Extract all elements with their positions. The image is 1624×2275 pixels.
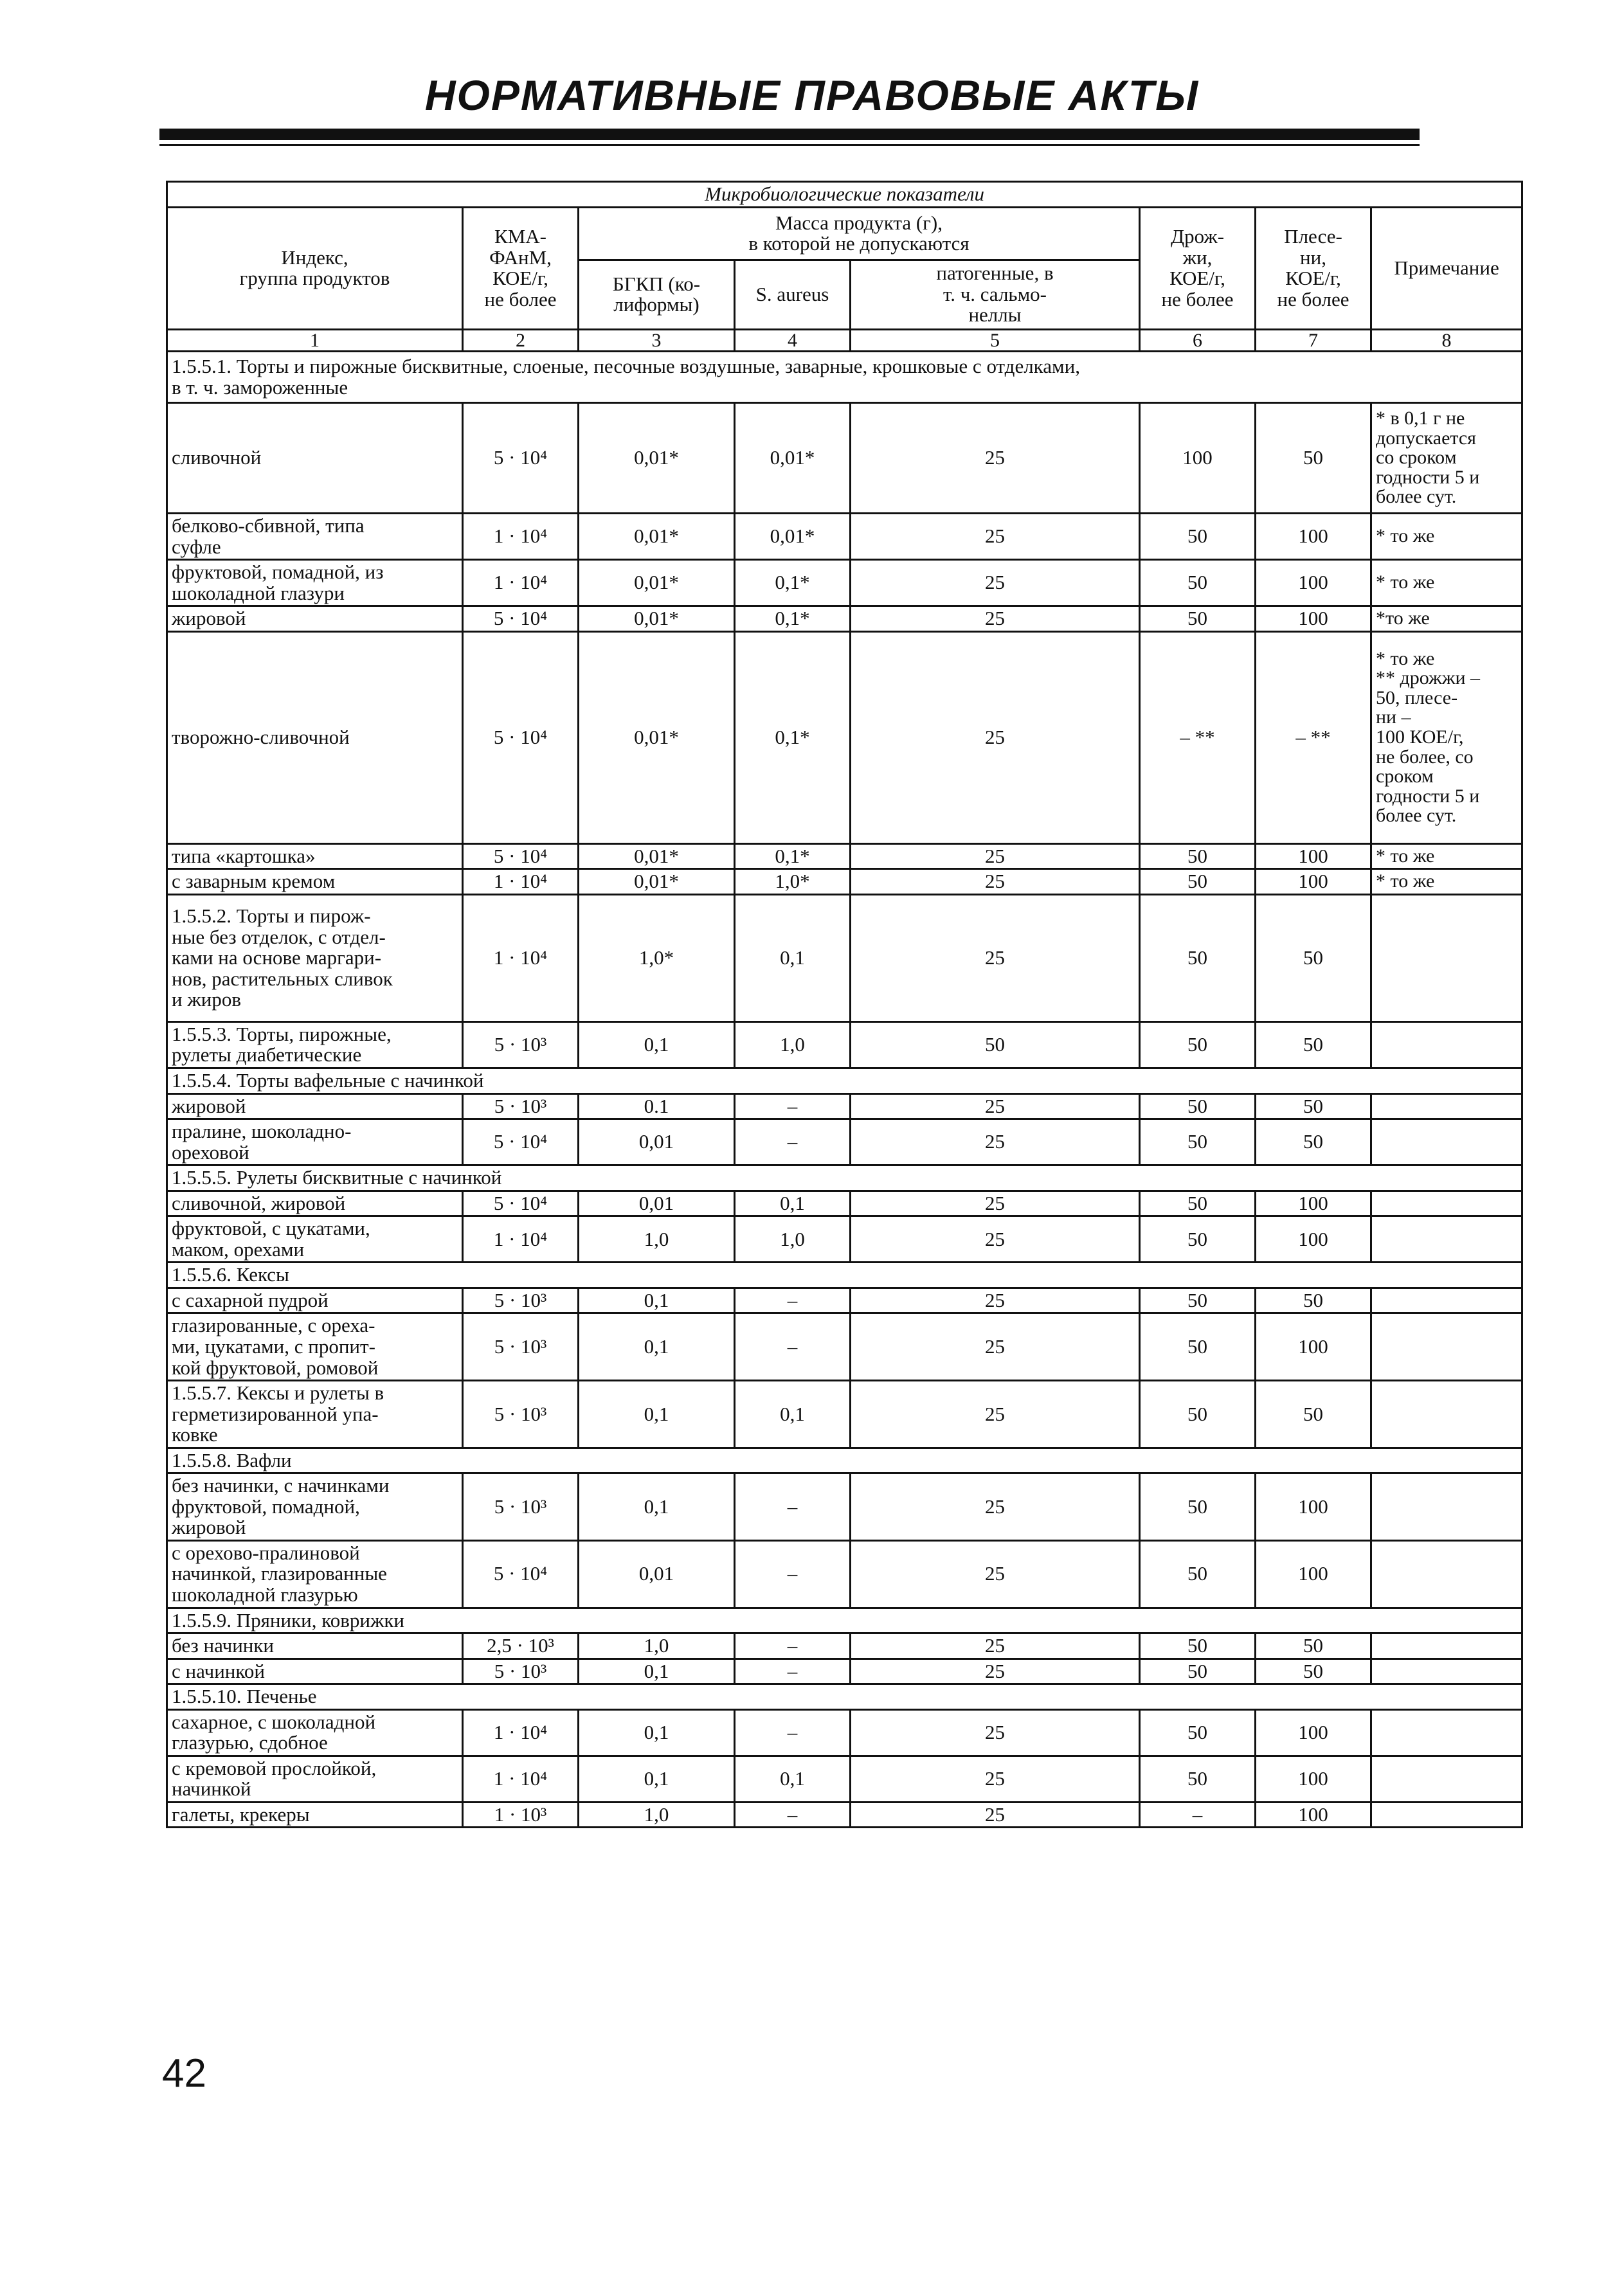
table-row [167,403,1522,514]
cell-pathogens: 25 [851,843,1140,869]
cell-yeast: 50 [1140,1540,1256,1608]
cell-yeast: 50 [1140,1093,1256,1119]
cell-yeast: 50 [1140,1473,1256,1541]
row-name: глазированные, с ореха- ми, цукатами, с пропит- кой фруктовой, ромовой [167,1313,463,1381]
table-row [167,1191,1522,1216]
cell-mold: 100 [1256,560,1371,606]
cell-note [1371,1119,1522,1165]
cell-note: * то же [1371,869,1522,895]
column-number: 7 [1256,329,1371,352]
cell-mold: 50 [1256,894,1371,1021]
cell-yeast: 50 [1140,1021,1256,1068]
cell-bgkp: 0,1 [579,1288,735,1313]
cell-yeast: 50 [1140,869,1256,895]
section-row [167,1448,1522,1473]
column-number: 3 [579,329,735,352]
section-title: 1.5.5.5. Рулеты бисквитные с начинкой [167,1165,1522,1191]
table-row [167,1633,1522,1659]
cell-note: * то же [1371,514,1522,560]
row-name: жировой [167,606,463,632]
cell-kma: 1 · 10⁴ [463,1756,579,1802]
cell-mold: 100 [1256,606,1371,632]
cell-saureus: 0,1 [735,1191,851,1216]
cell-saureus: 0,1 [735,1756,851,1802]
cell-bgkp: 0,01 [579,1119,735,1165]
cell-saureus: – [735,1802,851,1828]
cell-pathogens: 25 [851,1288,1140,1313]
micro-indicators-header: Микробиологические показатели [167,182,1522,208]
cell-pathogens: 25 [851,1473,1140,1541]
cell-saureus: 0,1* [735,631,851,843]
cell-note: * то же [1371,560,1522,606]
cell-note [1371,1473,1522,1541]
table-row [167,560,1522,606]
cell-bgkp: 0,01* [579,560,735,606]
page-header-title: НОРМАТИВНЫЕ ПРАВОВЫЕ АКТЫ [424,71,1200,119]
cell-yeast: 100 [1140,403,1256,514]
cell-note [1371,1381,1522,1448]
cell-kma: 1 · 10⁴ [463,514,579,560]
cell-pathogens: 25 [851,1191,1140,1216]
column-numbers-row [167,329,1522,352]
section-row [167,1263,1522,1288]
cell-pathogens: 25 [851,514,1140,560]
cell-mold: 100 [1256,1802,1371,1828]
cell-kma: 5 · 10³ [463,1021,579,1068]
cell-mold: 100 [1256,1473,1371,1541]
column-number: 6 [1140,329,1256,352]
cell-bgkp: 0,01* [579,403,735,514]
cell-kma: 5 · 10⁴ [463,1119,579,1165]
column-number: 2 [463,329,579,352]
cell-note [1371,1802,1522,1828]
cell-bgkp: 0,01 [579,1540,735,1608]
header-bgkp: БГКП (ко- лиформы) [579,260,735,329]
cell-bgkp: 0,01* [579,631,735,843]
cell-saureus: 0,1* [735,606,851,632]
section-row [167,352,1522,403]
cell-yeast: 50 [1140,1756,1256,1802]
page-number: 42 [162,2051,206,2096]
table-row [167,1021,1522,1068]
cell-note [1371,1756,1522,1802]
norms-table-wrap [166,181,1499,1828]
table-row [167,1093,1522,1119]
table-row [167,1473,1522,1541]
cell-saureus: – [735,1119,851,1165]
cell-yeast: 50 [1140,514,1256,560]
table-row [167,1659,1522,1684]
cell-bgkp: 0,01 [579,1191,735,1216]
section-title: 1.5.5.6. Кексы [167,1263,1522,1288]
cell-mold: – ** [1256,631,1371,843]
table-row [167,1313,1522,1381]
cell-kma: 5 · 10⁴ [463,403,579,514]
cell-mold: 100 [1256,1756,1371,1802]
cell-yeast: 50 [1140,1381,1256,1448]
cell-saureus: – [735,1288,851,1313]
cell-kma: 5 · 10⁴ [463,843,579,869]
table-row [167,1802,1522,1828]
table-row [167,1119,1522,1165]
table-row [167,894,1522,1021]
cell-saureus: 0,01* [735,403,851,514]
cell-bgkp: 1,0 [579,1216,735,1263]
cell-bgkp: 1,0 [579,1633,735,1659]
cell-pathogens: 25 [851,1540,1140,1608]
cell-kma: 5 · 10³ [463,1313,579,1381]
header-mass: Масса продукта (г), в которой не допускаются [579,207,1140,260]
cell-mold: 50 [1256,1093,1371,1119]
cell-yeast: – ** [1140,631,1256,843]
column-number: 5 [851,329,1140,352]
header-rule-thin [159,144,1420,146]
table-row [167,514,1522,560]
row-name: фруктовой, помадной, из шоколадной глазури [167,560,463,606]
cell-mold: 100 [1256,843,1371,869]
cell-bgkp: 0,1 [579,1381,735,1448]
cell-pathogens: 25 [851,1633,1140,1659]
cell-kma: 1 · 10⁴ [463,1709,579,1756]
cell-yeast: 50 [1140,1191,1256,1216]
cell-saureus: – [735,1473,851,1541]
table-row [167,606,1522,632]
cell-yeast: 50 [1140,1313,1256,1381]
row-name: сливочной [167,403,463,514]
cell-note [1371,1659,1522,1684]
table-row [167,1709,1522,1756]
cell-mold: 50 [1256,1119,1371,1165]
cell-kma: 5 · 10⁴ [463,631,579,843]
cell-kma: 5 · 10³ [463,1093,579,1119]
cell-pathogens: 25 [851,1119,1140,1165]
cell-yeast: 50 [1140,1288,1256,1313]
row-name: творожно-сливочной [167,631,463,843]
cell-pathogens: 25 [851,403,1140,514]
header-saureus: S. aureus [735,260,851,329]
cell-mold: 50 [1256,1021,1371,1068]
table-row [167,1381,1522,1448]
cell-pathogens: 25 [851,606,1140,632]
cell-pathogens: 25 [851,1709,1140,1756]
cell-pathogens: 50 [851,1021,1140,1068]
section-row [167,1684,1522,1710]
cell-saureus: 0,1 [735,1381,851,1448]
header-yeast: Дрож- жи, КОЕ/г, не более [1140,207,1256,329]
row-name: без начинки [167,1633,463,1659]
cell-bgkp: 0,1 [579,1709,735,1756]
cell-mold: 100 [1256,1540,1371,1608]
cell-saureus: 0,1* [735,843,851,869]
cell-yeast: – [1140,1802,1256,1828]
column-number: 1 [167,329,463,352]
cell-bgkp: 0,1 [579,1021,735,1068]
cell-kma: 1 · 10³ [463,1802,579,1828]
row-name: сахарное, с шоколадной глазурью, сдобное [167,1709,463,1756]
table-row [167,1288,1522,1313]
cell-yeast: 50 [1140,1216,1256,1263]
cell-pathogens: 25 [851,894,1140,1021]
cell-bgkp: 0,01* [579,606,735,632]
cell-bgkp: 0,1 [579,1473,735,1541]
cell-kma: 1 · 10⁴ [463,894,579,1021]
cell-pathogens: 25 [851,1381,1140,1448]
cell-note [1371,894,1522,1021]
cell-kma: 5 · 10⁴ [463,1191,579,1216]
cell-pathogens: 25 [851,1802,1140,1828]
section-row [167,1165,1522,1191]
cell-bgkp: 0.1 [579,1093,735,1119]
table-row [167,843,1522,869]
cell-kma: 1 · 10⁴ [463,1216,579,1263]
table-row [167,631,1522,843]
cell-saureus: – [735,1093,851,1119]
header-pathogens: патогенные, в т. ч. сальмо- неллы [851,260,1140,329]
cell-mold: 50 [1256,1288,1371,1313]
section-title: 1.5.5.8. Вафли [167,1448,1522,1473]
row-name: типа «картошка» [167,843,463,869]
section-title: 1.5.5.4. Торты вафельные с начинкой [167,1068,1522,1093]
cell-pathogens: 25 [851,631,1140,843]
cell-bgkp: 0,1 [579,1313,735,1381]
cell-bgkp: 0,01* [579,869,735,895]
row-name: 1.5.5.7. Кексы и рулеты в герметизированной упа- ковке [167,1381,463,1448]
cell-mold: 100 [1256,1191,1371,1216]
cell-kma: 1 · 10⁴ [463,560,579,606]
cell-saureus: – [735,1659,851,1684]
cell-pathogens: 25 [851,1093,1140,1119]
cell-kma: 5 · 10⁴ [463,606,579,632]
cell-note: * то же ** дрожжи – 50, плесе- ни – 100 КОЕ/г, не более, со сроком годности 5 и более сут. [1371,631,1522,843]
cell-pathogens: 25 [851,560,1140,606]
cell-bgkp: 0,1 [579,1756,735,1802]
cell-mold: 50 [1256,403,1371,514]
cell-yeast: 50 [1140,1659,1256,1684]
section-title: 1.5.5.10. Печенье [167,1684,1522,1710]
cell-saureus: – [735,1540,851,1608]
cell-bgkp: 0,1 [579,1659,735,1684]
cell-mold: 100 [1256,1709,1371,1756]
cell-kma: 5 · 10³ [463,1381,579,1448]
cell-saureus: 0,1 [735,894,851,1021]
cell-mold: 100 [1256,514,1371,560]
header-kma: КМА- ФАнМ, КОЕ/г, не более [463,207,579,329]
row-name: с кремовой прослойкой, начинкой [167,1756,463,1802]
cell-mold: 100 [1256,869,1371,895]
header-index: Индекс, группа продуктов [167,207,463,329]
cell-pathogens: 25 [851,1313,1140,1381]
cell-bgkp: 0,01* [579,514,735,560]
section-title: 1.5.5.9. Пряники, коврижки [167,1608,1522,1633]
header-rule [159,129,1420,140]
cell-yeast: 50 [1140,894,1256,1021]
cell-bgkp: 1,0* [579,894,735,1021]
cell-saureus: 1,0* [735,869,851,895]
row-name: фруктовой, с цукатами, маком, орехами [167,1216,463,1263]
table-row [167,1756,1522,1802]
cell-saureus: 0,1* [735,560,851,606]
table-row [167,1216,1522,1263]
cell-bgkp: 0,01* [579,843,735,869]
cell-mold: 100 [1256,1313,1371,1381]
column-number: 8 [1371,329,1522,352]
cell-kma: 1 · 10⁴ [463,869,579,895]
cell-pathogens: 25 [851,1659,1140,1684]
cell-yeast: 50 [1140,1633,1256,1659]
cell-note [1371,1709,1522,1756]
cell-kma: 2,5 · 10³ [463,1633,579,1659]
cell-note [1371,1540,1522,1608]
cell-yeast: 50 [1140,1119,1256,1165]
section-row [167,1068,1522,1093]
cell-yeast: 50 [1140,560,1256,606]
cell-pathogens: 25 [851,869,1140,895]
row-name: жировой [167,1093,463,1119]
cell-yeast: 50 [1140,843,1256,869]
table-body [167,352,1522,1828]
cell-note [1371,1288,1522,1313]
section-row [167,1608,1522,1633]
row-name: пралине, шоколадно- ореховой [167,1119,463,1165]
column-number: 4 [735,329,851,352]
cell-bgkp: 1,0 [579,1802,735,1828]
cell-note [1371,1021,1522,1068]
cell-note [1371,1093,1522,1119]
cell-yeast: 50 [1140,1709,1256,1756]
cell-pathogens: 25 [851,1756,1140,1802]
header-note: Примечание [1371,207,1522,329]
row-name: с начинкой [167,1659,463,1684]
microbiology-table [166,181,1523,1828]
cell-saureus: 1,0 [735,1216,851,1263]
row-name: галеты, крекеры [167,1802,463,1828]
section-title: 1.5.5.1. Торты и пирожные бисквитные, слоеные, песочные воздушные, заварные, крошковые с отделками, в т. ч. замороженные [167,352,1522,403]
cell-kma: 5 · 10³ [463,1659,579,1684]
row-name: с сахарной пудрой [167,1288,463,1313]
cell-pathogens: 25 [851,1216,1140,1263]
row-name: с орехово-пралиновой начинкой, глазированные шоколадной глазурью [167,1540,463,1608]
cell-note: * в 0,1 г не допускается со сроком годности 5 и более сут. [1371,403,1522,514]
cell-note [1371,1633,1522,1659]
cell-saureus: 0,01* [735,514,851,560]
cell-yeast: 50 [1140,606,1256,632]
cell-note [1371,1313,1522,1381]
cell-note: * то же [1371,843,1522,869]
cell-saureus: – [735,1709,851,1756]
cell-kma: 5 · 10³ [463,1473,579,1541]
cell-saureus: 1,0 [735,1021,851,1068]
row-name: с заварным кремом [167,869,463,895]
cell-mold: 50 [1256,1381,1371,1448]
table-row [167,869,1522,895]
row-name: белково-сбивной, типа суфле [167,514,463,560]
cell-mold: 100 [1256,1216,1371,1263]
header-mold: Плесе- ни, КОЕ/г, не более [1256,207,1371,329]
row-name: 1.5.5.3. Торты, пирожные, рулеты диабетические [167,1021,463,1068]
cell-kma: 5 · 10⁴ [463,1540,579,1608]
cell-note [1371,1216,1522,1263]
cell-kma: 5 · 10³ [463,1288,579,1313]
cell-note [1371,1191,1522,1216]
row-name: сливочной, жировой [167,1191,463,1216]
row-name: 1.5.5.2. Торты и пирож- ные без отделок, с отдел- ками на основе маргари- нов, растительных сливок и жиров [167,894,463,1021]
cell-note: *то же [1371,606,1522,632]
cell-mold: 50 [1256,1659,1371,1684]
cell-saureus: – [735,1313,851,1381]
cell-mold: 50 [1256,1633,1371,1659]
row-name: без начинки, с начинками фруктовой, помадной, жировой [167,1473,463,1541]
table-row [167,1540,1522,1608]
cell-saureus: – [735,1633,851,1659]
